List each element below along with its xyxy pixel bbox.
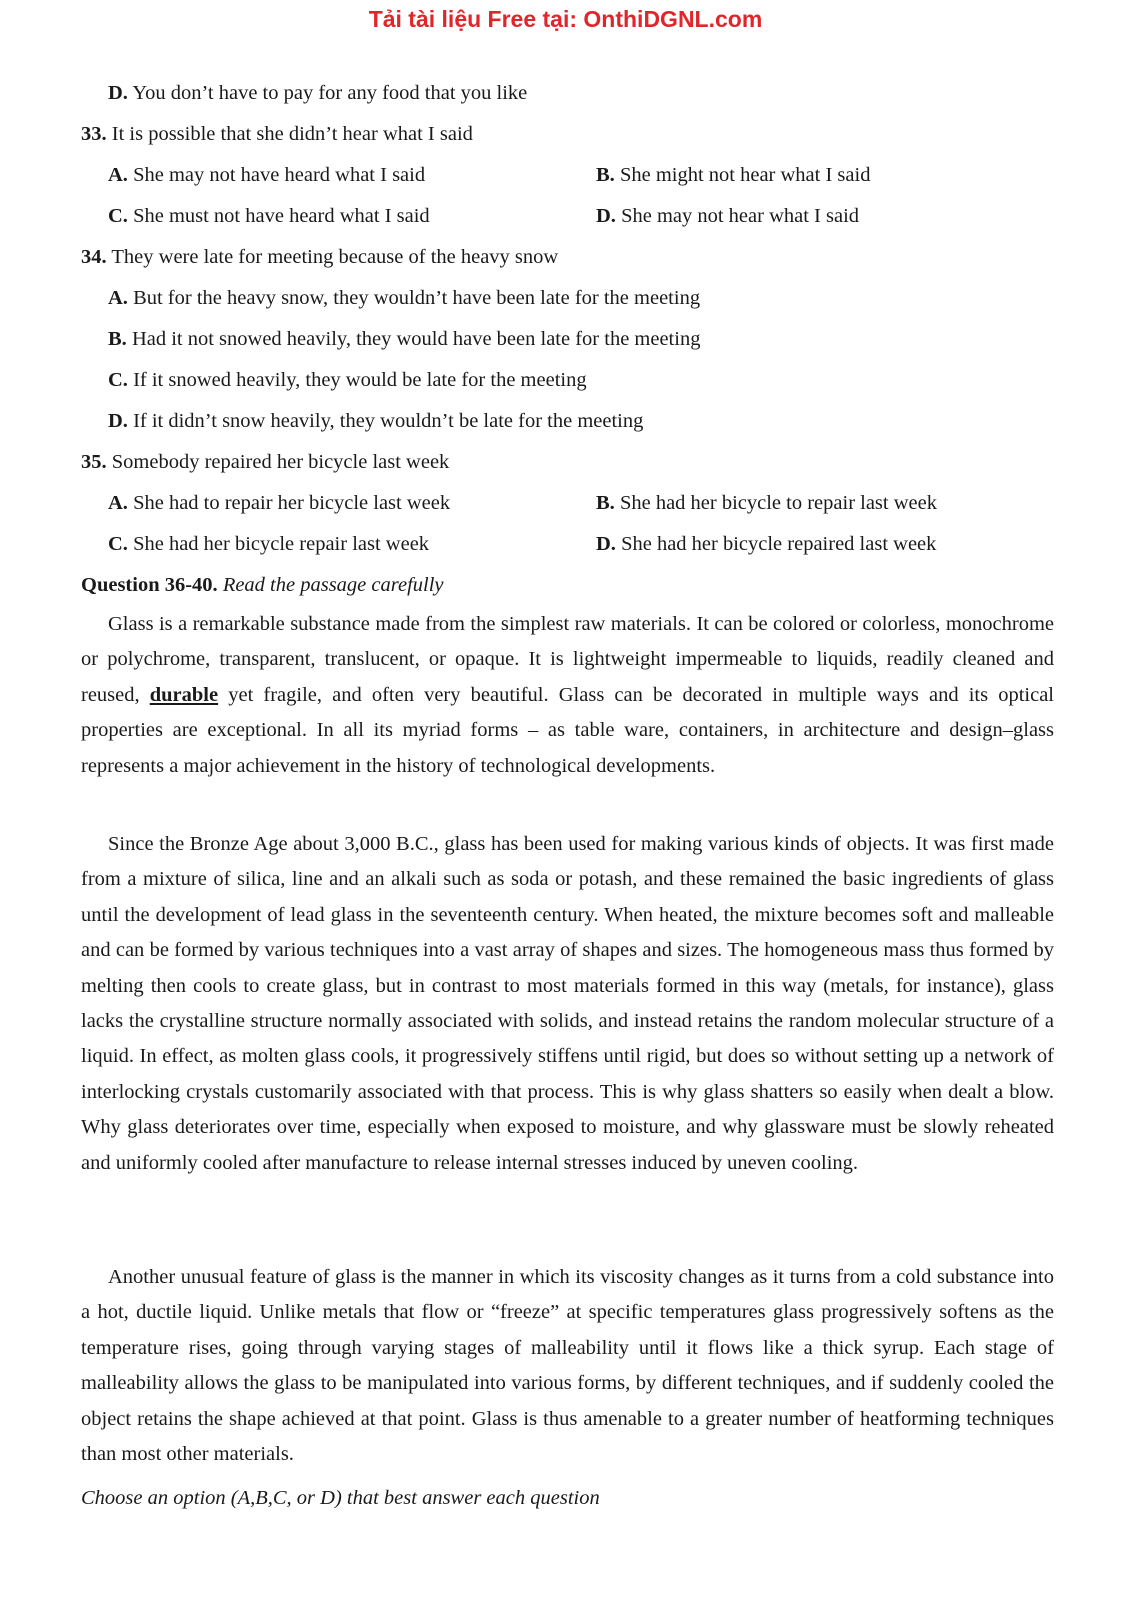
option-letter: A. bbox=[108, 492, 128, 514]
option-text: If it didn’t snow heavily, they wouldn’t be late for the meeting bbox=[133, 410, 644, 432]
question-35 bbox=[81, 449, 449, 475]
download-banner[interactable]: Tải tài liệu Free tại: OnthiDGNL.com bbox=[368, 6, 763, 32]
option-letter: D. bbox=[108, 410, 128, 432]
q33-option-c bbox=[108, 203, 430, 229]
question-prompt: They were late for meeting because of the heavy snow bbox=[111, 246, 559, 268]
q32-option-d bbox=[108, 80, 527, 106]
option-letter: D. bbox=[108, 82, 128, 104]
question-prompt: Somebody repaired her bicycle last week bbox=[111, 451, 450, 473]
option-letter: D. bbox=[596, 205, 616, 227]
option-text: She may not have heard what I said bbox=[133, 164, 426, 186]
q35-option-d bbox=[596, 531, 936, 557]
option-text: She must not have heard what I said bbox=[133, 205, 430, 227]
option-text: She had her bicycle repaired last week bbox=[621, 533, 937, 555]
q33-option-d bbox=[596, 203, 859, 229]
passage-paragraph-2 bbox=[81, 827, 1054, 1181]
paragraph-text: yet fragile, and often very beautiful. Glass can be decorated in multiple ways and its optical properties are exceptional. In all its myriad forms – as table ware, containers, in architecture and design–glass represents a major achievement in the history of technological developments. bbox=[81, 683, 1054, 777]
option-text: She might not hear what I said bbox=[619, 164, 871, 186]
option-text: If it snowed heavily, they would be late for the meeting bbox=[133, 369, 587, 391]
option-text: But for the heavy snow, they wouldn’t have been late for the meeting bbox=[133, 287, 701, 309]
q35-option-b bbox=[596, 490, 937, 516]
paragraph-text: Since the Bronze Age about 3,000 B.C., glass has been used for making various kinds of objects. It was first made from a mixture of silica, line and an alkali such as soda or potash, and these remained the basic ingredients of glass until the development of lead glass in the seventeenth century. When heated, the mixture becomes soft and malleable and can be formed by various techniques into a vast array of shapes and sizes. The homogeneous mass thus formed by melting then cools to create glass, but in contrast to most materials formed in this way (metals, for instance), glass lacks the crystalline structure normally associated with solids, and instead retains the random molecular structure of a liquid. In effect, as molten glass cools, it progressively stiffens until rigid, but does so without setting up a network of interlocking crystals customarily associated with that process. This is why glass shatters so easily when dealt a blow. Why glass deteriorates over time, especially when exposed to moisture, and why glassware must be slowly reheated and uniformly cooled after manufacture to release internal stresses induced by uneven cooling. bbox=[81, 833, 1054, 1174]
question-33 bbox=[81, 121, 473, 147]
option-text: She had to repair her bicycle last week bbox=[133, 492, 451, 514]
option-text: She had her bicycle repair last week bbox=[133, 533, 430, 555]
keyword-durable: durable bbox=[149, 683, 219, 706]
option-letter: B. bbox=[108, 328, 127, 350]
q33-option-a bbox=[108, 162, 425, 188]
q33-option-b bbox=[596, 162, 870, 188]
question-number: 33. bbox=[81, 123, 107, 145]
option-text: She had her bicycle to repair last week bbox=[619, 492, 937, 514]
option-letter: D. bbox=[596, 533, 616, 555]
option-text: She may not hear what I said bbox=[621, 205, 860, 227]
answer-instruction: Choose an option (A,B,C, or D) that best answer each question bbox=[81, 1487, 600, 1509]
option-text: You don’t have to pay for any food that you like bbox=[132, 82, 528, 104]
option-letter: C. bbox=[108, 205, 128, 227]
q35-option-a bbox=[108, 490, 450, 516]
passage-paragraph-1 bbox=[81, 607, 1054, 784]
question-34 bbox=[81, 244, 558, 270]
section-subtitle: Read the passage carefully bbox=[222, 574, 444, 596]
section-heading bbox=[81, 572, 444, 598]
option-letter: A. bbox=[108, 287, 128, 309]
q34-option-b bbox=[108, 326, 700, 352]
q35-option-c bbox=[108, 531, 429, 557]
option-letter: C. bbox=[108, 533, 128, 555]
option-text: Had it not snowed heavily, they would have been late for the meeting bbox=[131, 328, 701, 350]
q34-option-d bbox=[108, 408, 643, 434]
question-number: 35. bbox=[81, 451, 107, 473]
paragraph-text: Another unusual feature of glass is the manner in which its viscosity changes as it turns from a cold substance into a hot, ductile liquid. Unlike metals that flow or “freeze” at specific temperatures glass progressively softens as the temperature rises, going through varying stages of malleability until it flows like a thick syrup. Each stage of malleability allows the glass to be manipulated into various forms, by different techniques, and if suddenly cooled the object retains the shape achieved at that point. Glass is thus amenable to a greater number of heatforming techniques than most other materials. bbox=[81, 1266, 1054, 1466]
option-letter: B. bbox=[596, 164, 615, 186]
passage-paragraph-3 bbox=[81, 1260, 1054, 1472]
paragraph-text: Glass is a remarkable substance made from the simplest raw materials. It can be colored or colorless, monochrome or polychrome, transparent, translucent, or opaque. It is lightweight impermeable to liquids, readily cleaned and reused, bbox=[81, 613, 1054, 706]
question-prompt: It is possible that she didn’t hear what I said bbox=[111, 123, 473, 145]
option-letter: C. bbox=[108, 369, 128, 391]
option-letter: B. bbox=[596, 492, 615, 514]
section-title: Question 36-40. bbox=[81, 574, 218, 596]
option-letter: A. bbox=[108, 164, 128, 186]
q34-option-c bbox=[108, 367, 587, 393]
question-number: 34. bbox=[81, 246, 107, 268]
q34-option-a bbox=[108, 285, 700, 311]
